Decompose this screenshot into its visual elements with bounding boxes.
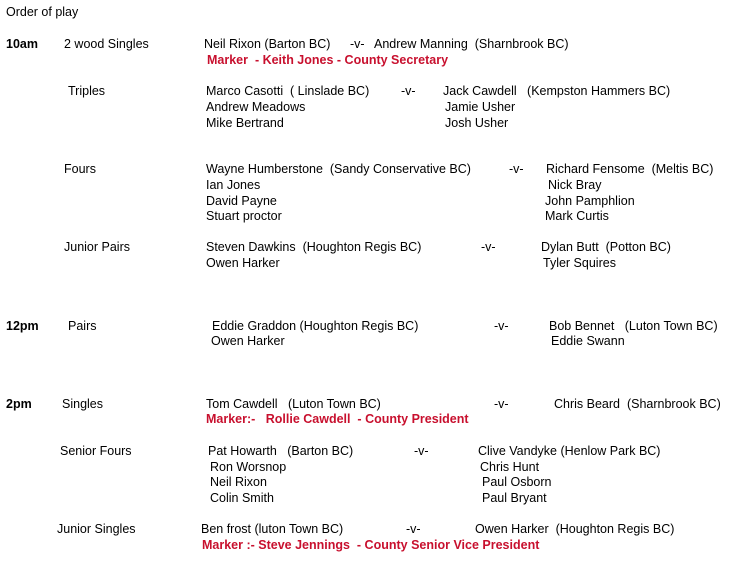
away-player: Chris Hunt bbox=[480, 460, 540, 474]
marker-note: Marker - Keith Jones - County Secretary bbox=[207, 53, 449, 67]
page-title: Order of play bbox=[6, 5, 79, 19]
marker-note: Marker:- Rollie Cawdell - County President bbox=[206, 412, 469, 426]
away-player: Dylan Butt (Potton BC) bbox=[541, 240, 671, 254]
home-player: Ian Jones bbox=[206, 178, 261, 192]
home-player: Marco Casotti ( Linslade BC) bbox=[206, 84, 370, 98]
versus: -v- bbox=[414, 444, 429, 458]
home-player: Ben frost (luton Town BC) bbox=[201, 522, 344, 536]
away-player: Josh Usher bbox=[445, 116, 509, 130]
versus: -v- bbox=[494, 319, 509, 333]
away-player: Eddie Swann bbox=[551, 334, 625, 348]
home-player: Tom Cawdell (Luton Town BC) bbox=[206, 397, 381, 411]
session-time: 10am bbox=[6, 37, 38, 51]
discipline: Triples bbox=[68, 84, 106, 98]
home-player: David Payne bbox=[206, 194, 277, 208]
home-player: Andrew Meadows bbox=[206, 100, 306, 114]
discipline: Fours bbox=[64, 162, 96, 176]
home-player: Colin Smith bbox=[210, 491, 274, 505]
home-player: Owen Harker bbox=[206, 256, 280, 270]
versus: -v- bbox=[406, 522, 421, 536]
away-player: Andrew Manning (Sharnbrook BC) bbox=[374, 37, 569, 51]
away-player: Tyler Squires bbox=[543, 256, 616, 270]
versus: -v- bbox=[350, 37, 365, 51]
discipline: Pairs bbox=[68, 319, 97, 333]
session-time: 12pm bbox=[6, 319, 39, 333]
away-player: Richard Fensome (Meltis BC) bbox=[546, 162, 714, 176]
home-player: Neil Rixon bbox=[210, 475, 267, 489]
session-time: 2pm bbox=[6, 397, 32, 411]
home-player: Wayne Humberstone (Sandy Conservative BC) bbox=[206, 162, 471, 176]
away-player: Clive Vandyke (Henlow Park BC) bbox=[478, 444, 661, 458]
away-player: John Pamphlion bbox=[545, 194, 635, 208]
discipline: 2 wood Singles bbox=[64, 37, 149, 51]
discipline: Singles bbox=[62, 397, 103, 411]
home-player: Steven Dawkins (Houghton Regis BC) bbox=[206, 240, 422, 254]
home-player: Eddie Graddon (Houghton Regis BC) bbox=[212, 319, 419, 333]
away-player: Mark Curtis bbox=[545, 209, 609, 223]
away-player: Paul Bryant bbox=[482, 491, 547, 505]
home-player: Pat Howarth (Barton BC) bbox=[208, 444, 354, 458]
away-player: Jack Cawdell (Kempston Hammers BC) bbox=[443, 84, 671, 98]
versus: -v- bbox=[481, 240, 496, 254]
away-player: Bob Bennet (Luton Town BC) bbox=[549, 319, 718, 333]
discipline: Senior Fours bbox=[60, 444, 132, 458]
away-player: Owen Harker (Houghton Regis BC) bbox=[475, 522, 675, 536]
discipline: Junior Pairs bbox=[64, 240, 130, 254]
discipline: Junior Singles bbox=[57, 522, 136, 536]
home-player: Neil Rixon (Barton BC) bbox=[204, 37, 331, 51]
versus: -v- bbox=[494, 397, 509, 411]
away-player: Paul Osborn bbox=[482, 475, 552, 489]
home-player: Stuart proctor bbox=[206, 209, 282, 223]
versus: -v- bbox=[401, 84, 416, 98]
away-player: Nick Bray bbox=[548, 178, 602, 192]
versus: -v- bbox=[509, 162, 524, 176]
home-player: Mike Bertrand bbox=[206, 116, 284, 130]
away-player: Chris Beard (Sharnbrook BC) bbox=[554, 397, 721, 411]
marker-note: Marker :- Steve Jennings - County Senior Vice President bbox=[202, 538, 540, 552]
home-player: Owen Harker bbox=[211, 334, 285, 348]
away-player: Jamie Usher bbox=[445, 100, 516, 114]
home-player: Ron Worsnop bbox=[210, 460, 287, 474]
